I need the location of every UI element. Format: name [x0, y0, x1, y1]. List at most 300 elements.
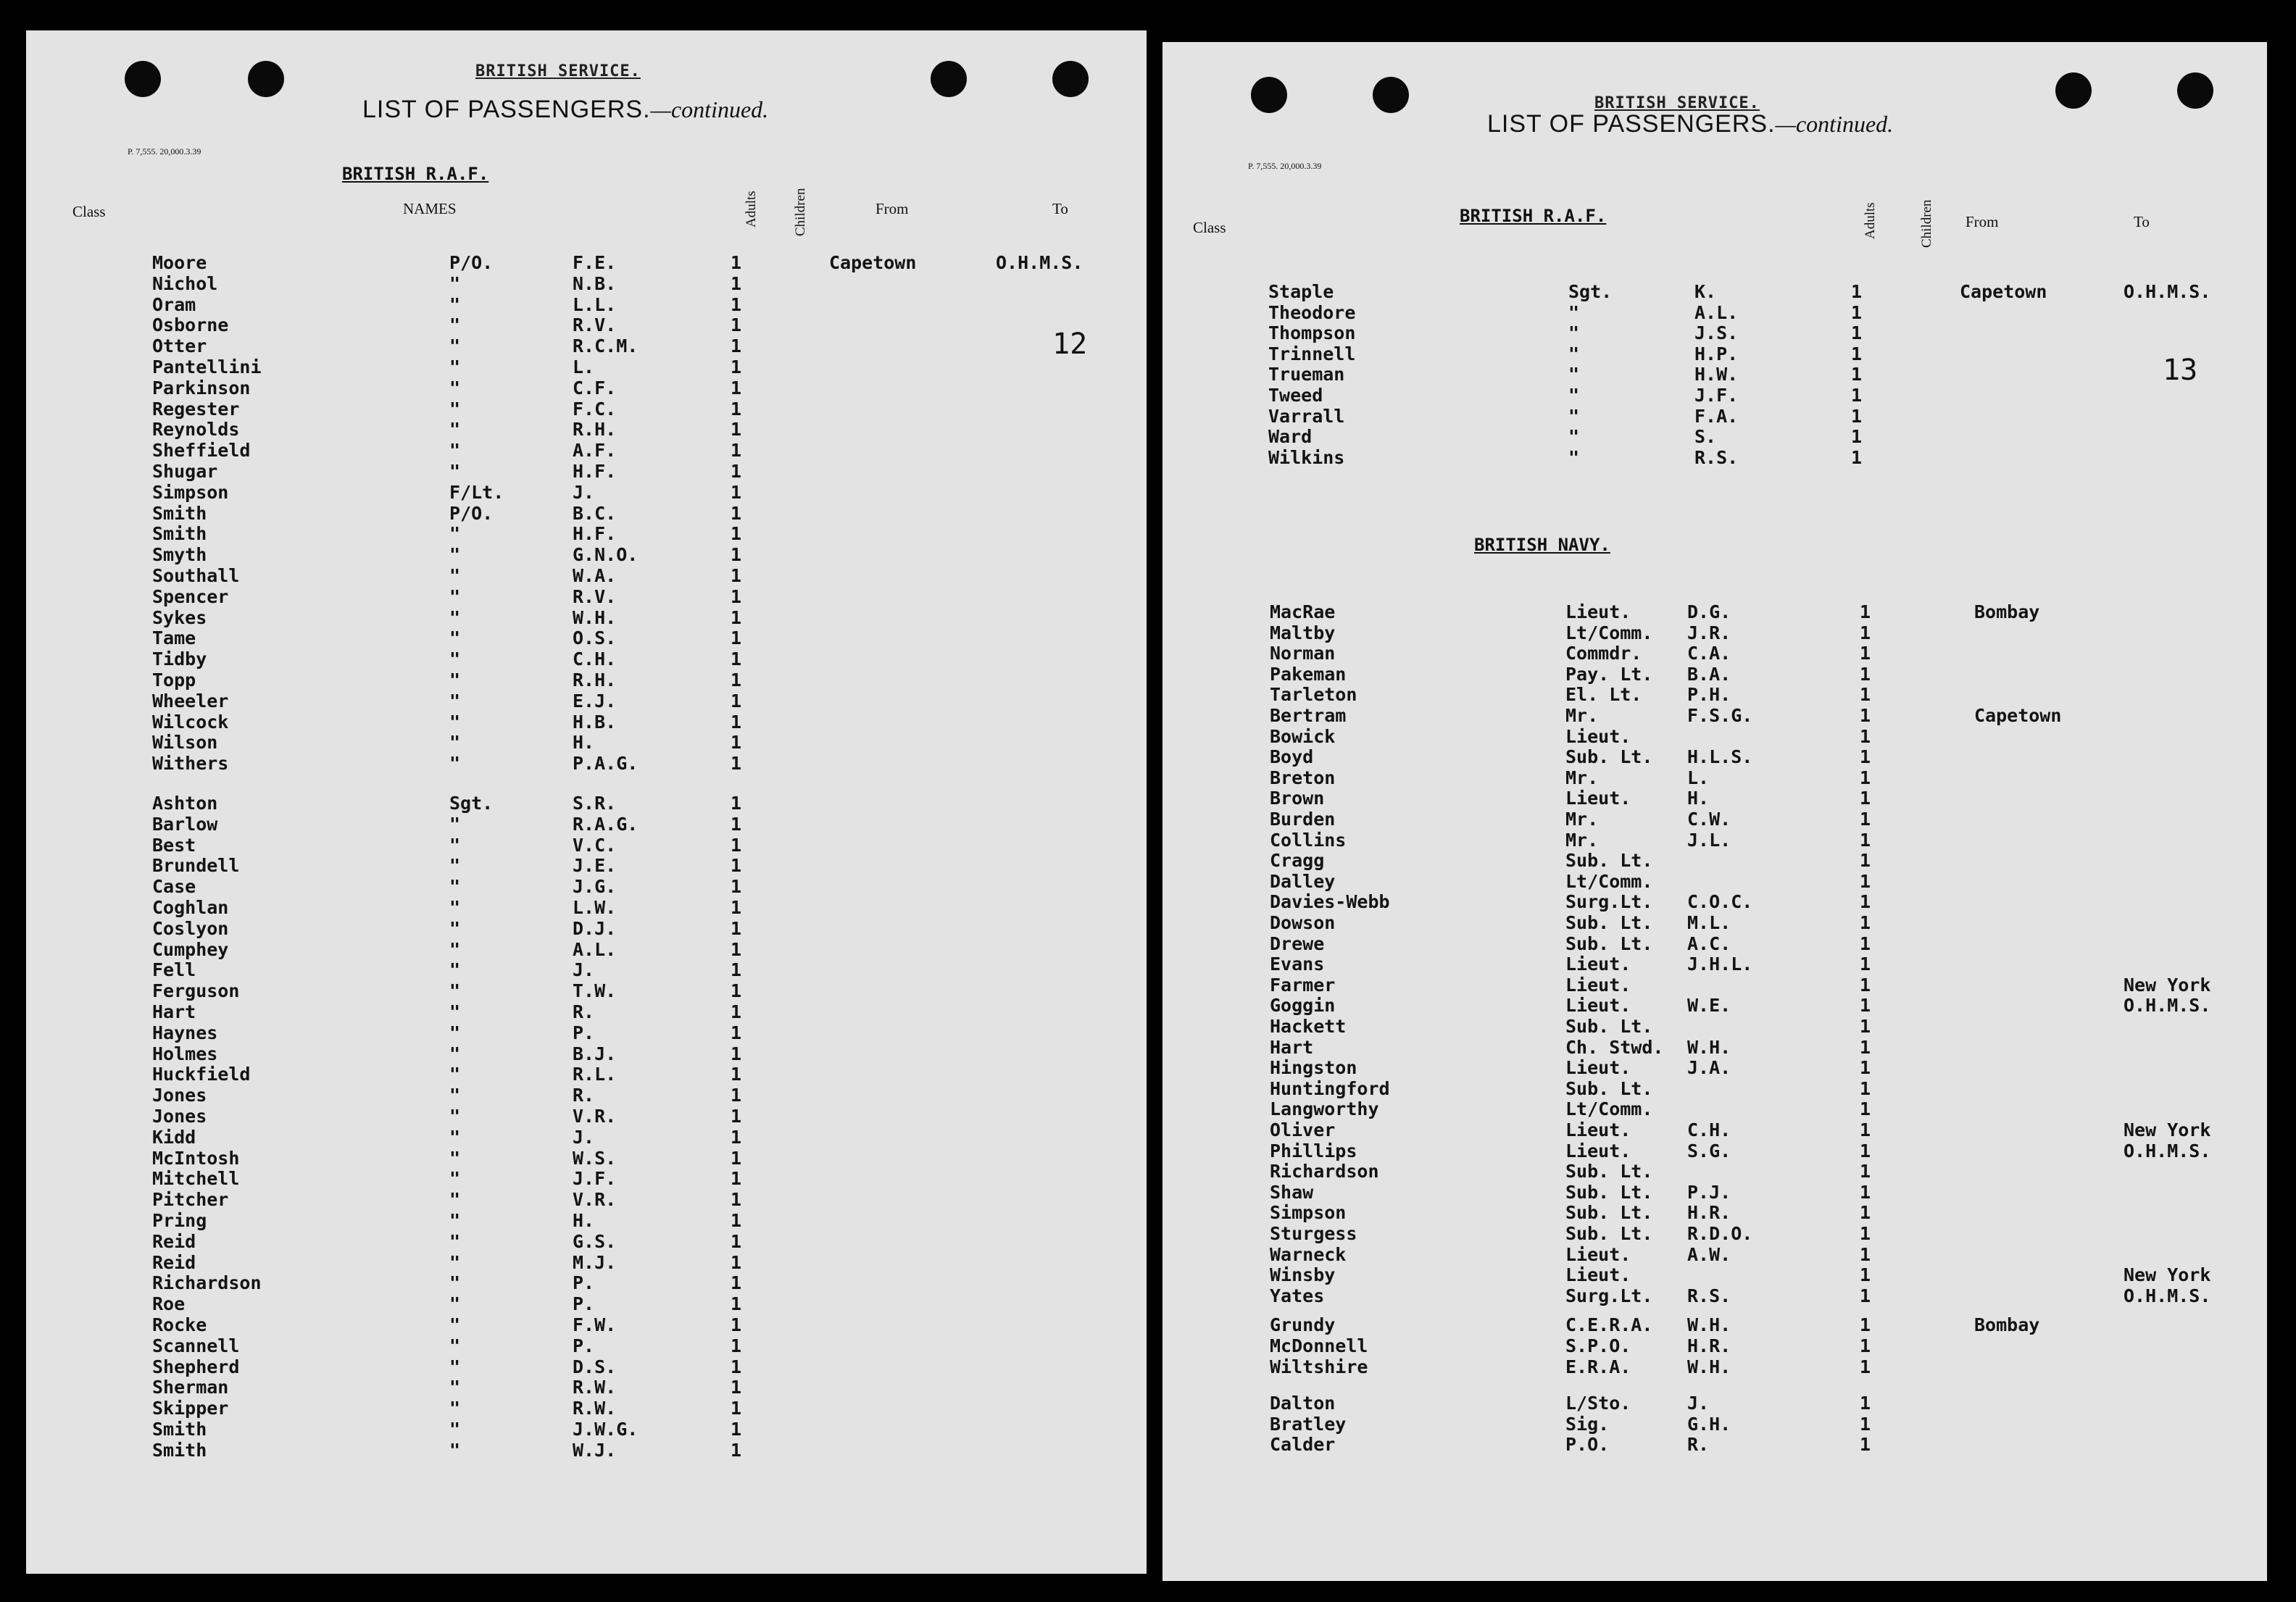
passenger-initials: D.S. — [573, 1356, 617, 1377]
passenger-surname: Ferguson — [152, 980, 240, 1002]
punch-hole-icon — [931, 61, 967, 97]
passenger-initials: P. — [573, 1293, 595, 1315]
passenger-rank: " — [449, 753, 461, 775]
table-row — [26, 523, 1147, 544]
passenger-initials: O.S. — [573, 627, 617, 649]
passenger-initials: R.S. — [1687, 1285, 1731, 1306]
passenger-surname: Trueman — [1268, 364, 1345, 385]
passenger-initials: L.L. — [573, 293, 617, 315]
adults-count: 1 — [1851, 405, 1863, 427]
table-row — [26, 544, 1147, 565]
table-row — [26, 1314, 1147, 1335]
table-row — [1162, 1161, 2267, 1182]
passenger-surname: Warneck — [1270, 1243, 1347, 1265]
adults-count: 1 — [731, 753, 742, 775]
adults-count: 1 — [731, 523, 742, 545]
passenger-initials: H.B. — [573, 711, 617, 733]
passenger-surname: Nichol — [152, 272, 218, 294]
passenger-initials: P.A.G. — [573, 753, 639, 775]
table-row — [26, 1335, 1147, 1356]
passenger-initials: R.H. — [573, 419, 617, 441]
adults-count: 1 — [1860, 767, 1871, 788]
passenger-surname: Hart — [152, 1001, 196, 1022]
adults-count: 1 — [1851, 385, 1863, 406]
adults-count: 1 — [1860, 643, 1871, 664]
table-row — [1162, 385, 2267, 406]
passenger-rank: " — [449, 1001, 461, 1022]
adults-count: 1 — [731, 1147, 742, 1169]
passenger-rank: " — [1568, 446, 1580, 468]
passenger-rank: " — [449, 1377, 461, 1398]
adults-count: 1 — [731, 1314, 742, 1335]
table-row — [1162, 426, 2267, 447]
passenger-surname: Southall — [152, 565, 240, 586]
passenger-rank: " — [449, 293, 461, 315]
passenger-surname: Calder — [1270, 1434, 1336, 1456]
passenger-surname: Norman — [1270, 643, 1336, 664]
passenger-surname: Evans — [1270, 954, 1325, 975]
passenger-initials: W.H. — [1687, 1036, 1731, 1058]
passenger-initials: G.S. — [573, 1230, 617, 1252]
passenger-initials: S.G. — [1687, 1140, 1731, 1161]
passenger-rank: " — [449, 1126, 461, 1148]
table-row — [1162, 726, 2267, 747]
passenger-initials: M.L. — [1687, 912, 1731, 933]
table-row — [26, 586, 1147, 607]
table-row — [26, 1419, 1147, 1440]
passenger-initials: W.H. — [1687, 1356, 1731, 1377]
column-header-adults: Adults — [744, 191, 759, 228]
passenger-surname: Smith — [152, 523, 207, 545]
passenger-rank: " — [449, 855, 461, 877]
form-number: P. 7,555. 20,000.3.39 — [128, 146, 201, 157]
passenger-initials: R.A.G. — [573, 813, 639, 835]
table-row — [1162, 1223, 2267, 1244]
adults-count: 1 — [1860, 1243, 1871, 1265]
adults-count: 1 — [731, 855, 742, 877]
passenger-surname: Phillips — [1270, 1140, 1357, 1161]
adults-count: 1 — [1860, 829, 1871, 851]
passenger-initials: C.W. — [1687, 809, 1731, 830]
passenger-rank: Lieut. — [1565, 1057, 1631, 1079]
table-row — [26, 565, 1147, 586]
passenger-surname: Rocke — [152, 1314, 207, 1335]
adults-count: 1 — [731, 461, 742, 482]
passenger-surname: Tidby — [152, 648, 207, 670]
passenger-initials: R.V. — [573, 585, 617, 607]
passenger-surname: Simpson — [152, 481, 229, 503]
passenger-surname: Drewe — [1270, 933, 1325, 954]
passenger-initials: C.H. — [1687, 1119, 1731, 1140]
passenger-rank: " — [449, 606, 461, 628]
table-row — [1162, 1098, 2267, 1119]
passenger-initials: H.F. — [573, 461, 617, 482]
passenger-initials: B.A. — [1687, 663, 1731, 685]
adults-count: 1 — [731, 959, 742, 981]
table-row — [1162, 809, 2267, 830]
passenger-surname: McDonnell — [1270, 1335, 1368, 1356]
section-heading-navy: BRITISH NAVY. — [1474, 535, 1610, 555]
passenger-rank: Sub. Lt. — [1565, 933, 1653, 954]
table-row — [26, 1293, 1147, 1314]
passenger-surname: Tame — [152, 627, 196, 649]
table-row — [26, 939, 1147, 960]
passenger-initials: J. — [573, 481, 595, 503]
passenger-initials: F.C. — [573, 398, 617, 420]
passenger-rank: " — [449, 565, 461, 586]
passenger-surname: Barlow — [152, 813, 218, 835]
column-header-children: Children — [793, 188, 808, 236]
passenger-surname: Boyd — [1270, 746, 1314, 768]
table-row — [1162, 1434, 2267, 1455]
passenger-surname: Dalton — [1270, 1393, 1336, 1414]
table-row — [26, 876, 1147, 897]
passenger-surname: Richardson — [1270, 1161, 1379, 1182]
passenger-rank: Sub. Lt. — [1565, 1181, 1653, 1203]
adults-count: 1 — [731, 293, 742, 315]
table-row — [26, 753, 1147, 774]
passenger-initials: V.R. — [573, 1106, 617, 1127]
adults-count: 1 — [1860, 1098, 1871, 1120]
adults-count: 1 — [1860, 1223, 1871, 1244]
passenger-initials: G.H. — [1687, 1413, 1731, 1435]
table-row — [26, 1252, 1147, 1273]
passenger-surname: Davies-Webb — [1270, 891, 1390, 913]
passenger-rank: " — [1568, 343, 1580, 364]
table-row — [26, 294, 1147, 315]
table-row — [1162, 1393, 2267, 1414]
passenger-initials: H. — [573, 1210, 595, 1231]
passenger-rank: " — [449, 711, 461, 733]
page-title: LIST OF PASSENGERS.—continued. — [362, 96, 769, 123]
adults-count: 1 — [731, 648, 742, 670]
passenger-surname: Goggin — [1270, 995, 1336, 1017]
table-row — [26, 419, 1147, 440]
passenger-rank: " — [449, 627, 461, 649]
passenger-rank: " — [449, 1106, 461, 1127]
column-header-from: From — [875, 200, 909, 217]
passenger-rank: " — [449, 419, 461, 441]
table-row — [1162, 343, 2267, 364]
passenger-initials: T.W. — [573, 980, 617, 1002]
table-row — [26, 399, 1147, 420]
passenger-initials: H.P. — [1694, 343, 1739, 364]
adults-count: 1 — [1860, 1119, 1871, 1140]
passenger-rank: Lieut. — [1565, 1264, 1631, 1286]
passenger-initials: W.H. — [573, 606, 617, 628]
adults-count: 1 — [731, 1168, 742, 1190]
passenger-initials: P. — [573, 1272, 595, 1294]
table-row — [1162, 1016, 2267, 1037]
table-row — [26, 335, 1147, 356]
service-stamp: BRITISH SERVICE. — [475, 62, 641, 80]
table-row — [26, 1001, 1147, 1022]
adults-count: 1 — [1860, 891, 1871, 913]
table-row — [1162, 643, 2267, 664]
table-row — [26, 273, 1147, 294]
passenger-initials: H. — [1687, 788, 1710, 809]
passenger-rank: P.O. — [1565, 1434, 1610, 1456]
table-row — [1162, 281, 2267, 302]
passenger-rank: C.E.R.A. — [1565, 1314, 1653, 1336]
passenger-surname: Simpson — [1270, 1202, 1347, 1224]
passenger-initials: R. — [573, 1001, 595, 1022]
passenger-surname: Pakeman — [1270, 663, 1347, 685]
adults-count: 1 — [1860, 1285, 1871, 1306]
passenger-rank: Commdr. — [1565, 643, 1642, 664]
passenger-surname: Langworthy — [1270, 1098, 1379, 1120]
passenger-initials: D.J. — [573, 917, 617, 939]
adults-count: 1 — [1860, 912, 1871, 933]
adults-count: 1 — [1860, 1356, 1871, 1377]
table-row — [1162, 746, 2267, 767]
passenger-rank: El. Lt. — [1565, 684, 1642, 706]
passenger-rank: Lieut. — [1565, 1243, 1631, 1265]
adults-count: 1 — [731, 1251, 742, 1273]
table-row — [1162, 406, 2267, 427]
passenger-rank: " — [449, 440, 461, 462]
passenger-initials: R.W. — [573, 1377, 617, 1398]
adults-count: 1 — [1851, 301, 1863, 323]
adults-count: 1 — [1860, 725, 1871, 747]
passenger-initials: F.S.G. — [1687, 705, 1753, 726]
adults-count: 1 — [731, 876, 742, 898]
passenger-rank: Lt/Comm. — [1565, 870, 1653, 892]
passenger-surname: Winsby — [1270, 1264, 1336, 1286]
passenger-surname: Parkinson — [152, 377, 251, 399]
adults-count: 1 — [1851, 322, 1863, 344]
origin-port: Bombay — [1974, 1314, 2040, 1336]
passenger-surname: Best — [152, 834, 196, 856]
adults-count: 1 — [1860, 601, 1871, 622]
passenger-initials: R. — [573, 1085, 595, 1106]
passenger-initials: F.W. — [573, 1314, 617, 1335]
adults-count: 1 — [1860, 809, 1871, 830]
table-row — [26, 377, 1147, 399]
passenger-surname: Kidd — [152, 1126, 196, 1148]
passenger-surname: Cumphey — [152, 938, 229, 960]
table-row — [1162, 1335, 2267, 1356]
passenger-initials: L. — [1687, 767, 1710, 788]
passenger-initials: W.E. — [1687, 995, 1731, 1017]
passenger-surname: Shaw — [1270, 1181, 1314, 1203]
passenger-initials: R.V. — [573, 314, 617, 336]
column-header-adults: Adults — [1863, 202, 1878, 239]
passenger-initials: R.C.M. — [573, 335, 639, 357]
passenger-rank: Lieut. — [1565, 725, 1631, 747]
table-row — [26, 1168, 1147, 1189]
adults-count: 1 — [1851, 343, 1863, 364]
table-row — [1162, 705, 2267, 726]
adults-count: 1 — [1860, 1057, 1871, 1079]
passenger-initials: W.J. — [573, 1439, 617, 1461]
passenger-rank: " — [449, 1251, 461, 1273]
passenger-initials: K. — [1694, 281, 1717, 302]
destination: New York — [2124, 974, 2211, 996]
passenger-surname: Smith — [152, 1439, 207, 1461]
passenger-initials: E.J. — [573, 690, 617, 712]
destination: O.H.M.S. — [2124, 281, 2211, 302]
passenger-surname: Wilkins — [1268, 446, 1345, 468]
table-row — [26, 1148, 1147, 1169]
passenger-initials: H.L.S. — [1687, 746, 1753, 768]
adults-count: 1 — [731, 1356, 742, 1377]
adults-count: 1 — [731, 1293, 742, 1315]
destination: O.H.M.S. — [2124, 1140, 2211, 1161]
passenger-rank: Sub. Lt. — [1565, 1016, 1653, 1037]
table-row — [26, 1043, 1147, 1064]
passenger-surname: Reid — [152, 1230, 196, 1252]
adults-count: 1 — [1860, 1016, 1871, 1037]
table-row — [26, 440, 1147, 461]
punch-hole-icon — [1373, 77, 1409, 113]
passenger-surname: Smith — [152, 502, 207, 524]
passenger-surname: Yates — [1270, 1285, 1325, 1306]
passenger-rank: " — [449, 834, 461, 856]
passenger-initials: A.L. — [573, 938, 617, 960]
passenger-surname: Wilson — [152, 732, 218, 754]
table-row — [26, 1189, 1147, 1210]
table-row — [1162, 1182, 2267, 1203]
passenger-rank: P/O. — [449, 502, 494, 524]
table-row — [1162, 447, 2267, 468]
passenger-surname: Dowson — [1270, 912, 1336, 933]
passenger-surname: Regester — [152, 398, 240, 420]
passenger-rank: " — [1568, 364, 1580, 385]
table-row — [1162, 933, 2267, 954]
passenger-surname: Fell — [152, 959, 196, 981]
adults-count: 1 — [731, 793, 742, 814]
adults-count: 1 — [731, 834, 742, 856]
table-row — [26, 732, 1147, 753]
passenger-rank: " — [1568, 385, 1580, 406]
destination: O.H.M.S. — [2124, 1285, 2211, 1306]
passenger-surname: Tweed — [1268, 385, 1323, 406]
passenger-surname: McIntosh — [152, 1147, 240, 1169]
adults-count: 1 — [731, 440, 742, 462]
adults-count: 1 — [731, 481, 742, 503]
table-row — [1162, 1314, 2267, 1335]
passenger-initials: R.W. — [573, 1398, 617, 1419]
passenger-surname: Osborne — [152, 314, 229, 336]
table-row — [1162, 1414, 2267, 1435]
table-row — [26, 1210, 1147, 1231]
passenger-surname: Holmes — [152, 1043, 218, 1064]
passenger-initials: V.C. — [573, 834, 617, 856]
punch-hole-icon — [248, 61, 284, 97]
passenger-initials: R.H. — [573, 669, 617, 691]
passenger-initials: P.J. — [1687, 1181, 1731, 1203]
adults-count: 1 — [731, 813, 742, 835]
passenger-rank: " — [449, 1230, 461, 1252]
passenger-rank: " — [449, 1335, 461, 1356]
table-row — [1162, 850, 2267, 871]
destination: New York — [2124, 1264, 2211, 1286]
passenger-rank: " — [449, 461, 461, 482]
passenger-rank: " — [1568, 426, 1580, 448]
passenger-initials: V.R. — [573, 1189, 617, 1211]
table-row — [26, 1085, 1147, 1106]
passenger-surname: Topp — [152, 669, 196, 691]
section-heading-raf: BRITISH R.A.F. — [342, 164, 489, 184]
passenger-surname: Huntingford — [1270, 1077, 1390, 1099]
table-row — [26, 712, 1147, 733]
passenger-rank: Mr. — [1565, 767, 1599, 788]
table-row — [1162, 1202, 2267, 1223]
passenger-surname: Sykes — [152, 606, 207, 628]
adults-count: 1 — [731, 314, 742, 336]
passenger-initials: J.G. — [573, 876, 617, 898]
adults-count: 1 — [1860, 684, 1871, 706]
passenger-rank: " — [449, 980, 461, 1002]
adults-count: 1 — [1860, 1314, 1871, 1336]
passenger-surname: Sturgess — [1270, 1223, 1357, 1244]
passenger-surname: Otter — [152, 335, 207, 357]
passenger-initials: H.W. — [1694, 364, 1739, 385]
table-row — [26, 627, 1147, 648]
passenger-initials: H. — [573, 732, 595, 754]
adults-count: 1 — [1851, 364, 1863, 385]
passenger-rank: S.P.O. — [1565, 1335, 1631, 1356]
adults-count: 1 — [731, 585, 742, 607]
table-row — [1162, 664, 2267, 685]
passenger-initials: C.A. — [1687, 643, 1731, 664]
passenger-initials: J.F. — [1694, 385, 1739, 406]
table-row — [26, 1064, 1147, 1085]
passenger-surname: Bratley — [1270, 1413, 1347, 1435]
adults-count: 1 — [731, 1126, 742, 1148]
passenger-rank: Lieut. — [1565, 1119, 1631, 1140]
passenger-surname: Breton — [1270, 767, 1336, 788]
passenger-initials: W.S. — [573, 1147, 617, 1169]
table-row — [1162, 1244, 2267, 1265]
adults-count: 1 — [731, 502, 742, 524]
adults-count: 1 — [731, 335, 742, 357]
passenger-rank: Mr. — [1565, 809, 1599, 830]
table-row — [26, 648, 1147, 669]
adults-count: 1 — [1851, 446, 1863, 468]
adults-count: 1 — [731, 1043, 742, 1064]
adults-count: 1 — [1860, 1413, 1871, 1435]
passenger-rank: " — [1568, 322, 1580, 344]
adults-count: 1 — [731, 1335, 742, 1356]
passenger-rank: " — [449, 690, 461, 712]
table-row — [1162, 767, 2267, 788]
adults-count: 1 — [1860, 1264, 1871, 1286]
passenger-rank: Lt/Comm. — [1565, 1098, 1653, 1120]
passenger-initials: J. — [573, 959, 595, 981]
origin-port: Bombay — [1974, 601, 2040, 622]
table-row — [26, 918, 1147, 939]
passenger-initials: H.R. — [1687, 1335, 1731, 1356]
passenger-surname: Brundell — [152, 855, 240, 877]
passenger-initials: J. — [573, 1126, 595, 1148]
destination: New York — [2124, 1119, 2211, 1140]
passenger-rank: " — [449, 1398, 461, 1419]
passenger-rank: " — [449, 1419, 461, 1440]
passenger-surname: Haynes — [152, 1022, 218, 1043]
section-heading-raf: BRITISH R.A.F. — [1460, 206, 1607, 226]
passenger-initials: H.R. — [1687, 1202, 1731, 1224]
passenger-initials: W.A. — [573, 565, 617, 586]
passenger-rank: " — [449, 1147, 461, 1169]
table-row — [26, 1022, 1147, 1043]
table-row — [1162, 954, 2267, 975]
table-row — [26, 1127, 1147, 1148]
passenger-rank: Lieut. — [1565, 788, 1631, 809]
table-row — [1162, 1285, 2267, 1306]
table-row — [1162, 601, 2267, 622]
